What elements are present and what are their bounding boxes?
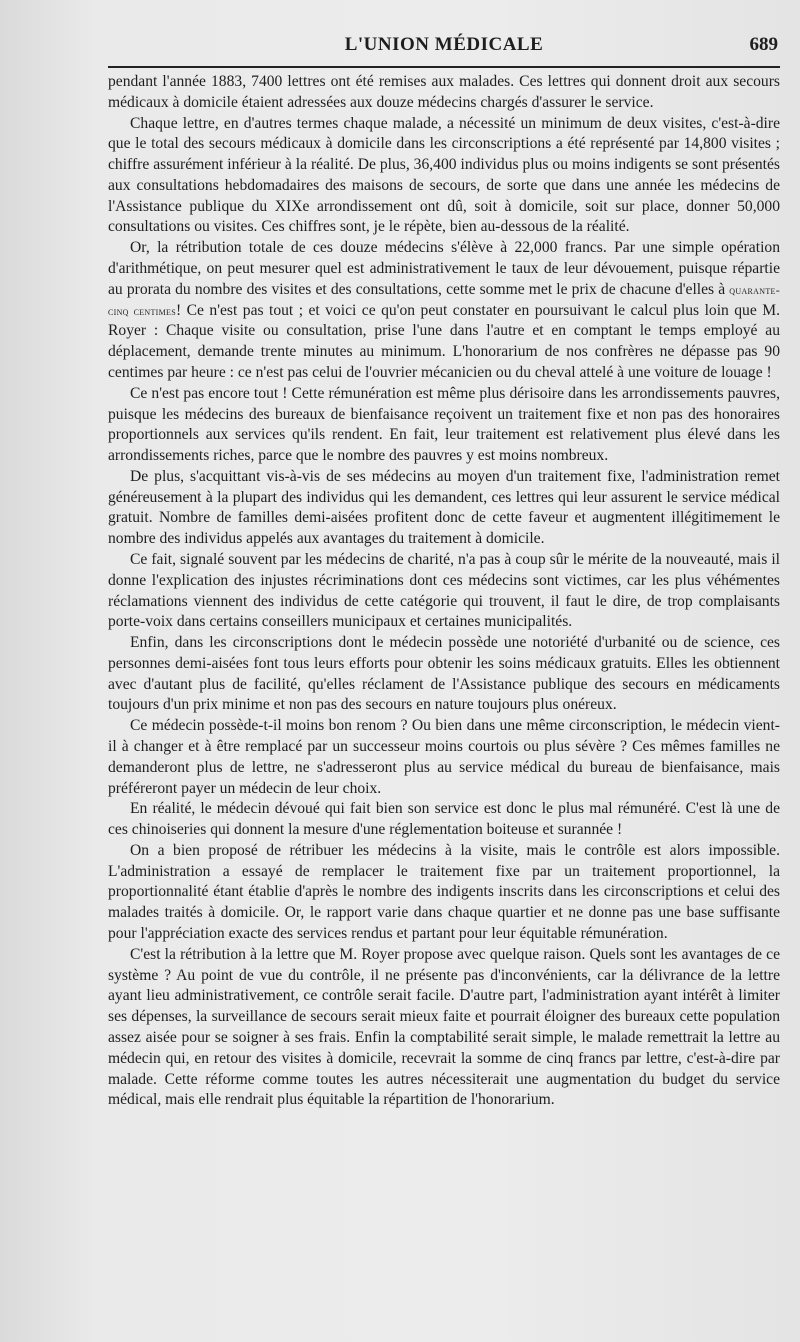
paragraph-4: Ce n'est pas encore tout ! Cette rémunération est même plus dérisoire dans les arrondissements pauvres, puisque les médecins des bureaux de bienfaisance reçoivent un traitement fixe et non pas des honoraires proportionnels aux services qu'ils rendent. En fait, leur traitement est relativement plus élevé dans les arrondissements riches, parce que le nombre des pauvres y est moins nombreux. — [108, 384, 780, 465]
paragraph-6: Ce fait, signalé souvent par les médecins de charité, n'a pas à coup sûr le mérite de la nouveauté, mais il donne l'explication des injustes récriminations dont ces médecins sont victimes, car les plus véhémentes réclamations viennent des individus de cette catégorie qui trouvent, il faut le dire, de trop complaisants porte-voix dans certains conseillers municipaux et certaines municipalités. — [108, 550, 780, 631]
paragraph-5: De plus, s'acquittant vis-à-vis de ses médecins au moyen d'un traitement fixe, l'administration remet généreusement à la plupart des individus qui les demandent, ces lettres qui leur assurent le service médical gratuit. Nombre de familles demi-aisées profitent donc de cette faveur et augmentent illégitimement le nombre des individus appelés aux avantages du traitement à domicile. — [108, 467, 780, 548]
paragraph-8: Ce médecin possède-t-il moins bon renom ? Ou bien dans une même circonscription, le médecin vient-il à changer et à être remplacé par un successeur moins courtois ou plus sévère ? Ces mêmes familles ne demanderont plus de lettre, ne s'adresseront plus au service médical du bureau de bienfaisance, mais préféreront payer un médecin de leur choix. — [108, 717, 780, 797]
paragraph-3-end: ! Ce n'est pas tout ; et voici ce qu'on peut constater en poursuivant le calcul plus loin que M. Royer : Chaque visite ou consultation, prise l'une dans l'autre et en comptant le temps employé au déplacement, demande trente minutes au minimum. L'honorarium de nos confrères ne dépasse pas 90 centimes par heure : ce n'est pas celui de l'ouvrier mécanicien ou du cheval attelé à une voiture de louage ! — [108, 301, 780, 381]
paragraph-7: Enfin, dans les circonscriptions dont le médecin possède une notoriété d'urbanité ou de science, ces personnes demi-aisées font tous leurs efforts pour obtenir les soins médicaux gratuits. Elles les obtiennent avec d'autant plus de facilité, qu'elles réclament de l'Assistance publique des secours en médicaments toujours d'un prix minime et non pas des secours en nature toujours plus onéreux. — [108, 634, 780, 714]
article-body — [108, 72, 780, 1111]
paragraph-1: pendant l'année 1883, 7400 lettres ont été remises aux malades. Ces lettres qui donnent droit aux secours médicaux à domicile étaient adressées aux douze médecins chargés d'assurer le service. — [108, 73, 780, 111]
page-header — [108, 30, 780, 62]
emphasis-quarante-cinq-centimes: quarante-cinq centimes — [108, 282, 780, 318]
page-number: 689 — [749, 34, 778, 55]
paragraph-9: En réalité, le médecin dévoué qui fait bien son service est donc le plus mal rémunéré. C'est là une de ces chinoiseries qui donnent la mesure d'une réglementation boiteuse et surannée ! — [108, 800, 780, 839]
paragraph-2: Chaque lettre, en d'autres termes chaque malade, a nécessité un minimum de deux visites, c'est-à-dire que le total des secours médicaux à domicile dans les circonscriptions a été représenté par 14,800 visites ; chiffre assurément inférieur à la réalité. De plus, 36,400 individus plus ou moins indigents se sont présentés aux consultations hebdomadaires des maisons de secours, de sorte que dans une année les médecins de l'Assistance publique du XIXe arrondissement ont dû, soit à domicile, soit sur place, donner 50,000 consultations ou visites. Ces chiffres sont, je le répète, bien au-dessous de la réalité. — [108, 114, 780, 236]
paragraph-3 — [108, 238, 780, 383]
paragraph-3-start: Or, la rétribution totale de ces douze médecins s'élève à 22,000 francs. Par une simple opération d'arithmétique, on peut mesurer quel est administrativement le taux de leur dévouement, puisque répartie au prorata du nombre des visites et des consultations, cette somme met le prix de chacune d'elles à — [108, 239, 780, 298]
paragraph-11: C'est la rétribution à la lettre que M. Royer propose avec quelque raison. Quels sont les avantages de ce système ? Au point de vue du contrôle, il ne présente pas d'inconvénients, car la délivrance de la lettre ayant lieu administrativement, ce contrôle serait facile. D'autre part, l'administration ayant intérêt à limiter ses dépenses, la surveillance de secours serait mieux faite et pourrait éloigner des bureaux cette population assez aisée pour se soigner à ses frais. Enfin la comptabilité serait simple, le malade remettrait la lettre au médecin qui, en retour des visites à domicile, recevrait la somme de cinq francs par lettre, c'est-à-dire par malade. Cette réforme comme toutes les autres nécessiterait une augmentation du budget du service médical, mais elle rendrait plus équitable la répartition de l'honorarium. — [108, 945, 780, 1109]
running-title: L'UNION MÉDICALE — [344, 34, 544, 55]
paragraph-10: On a bien proposé de rétribuer les médecins à la visite, mais le contrôle est alors impossible. L'administration a essayé de remplacer le traitement fixe par un traitement proportionnel, la proportionnalité étant établie d'après le nombre des indigents inscrits dans les circonscriptions et celui des malades traités à domicile. Or, le rapport varie dans chaque quartier et ne donne pas une base suffisante pour l'appréciation exacte des services rendus et partant pour leur équitable rémunération. — [108, 841, 780, 943]
header-rule — [108, 66, 780, 68]
